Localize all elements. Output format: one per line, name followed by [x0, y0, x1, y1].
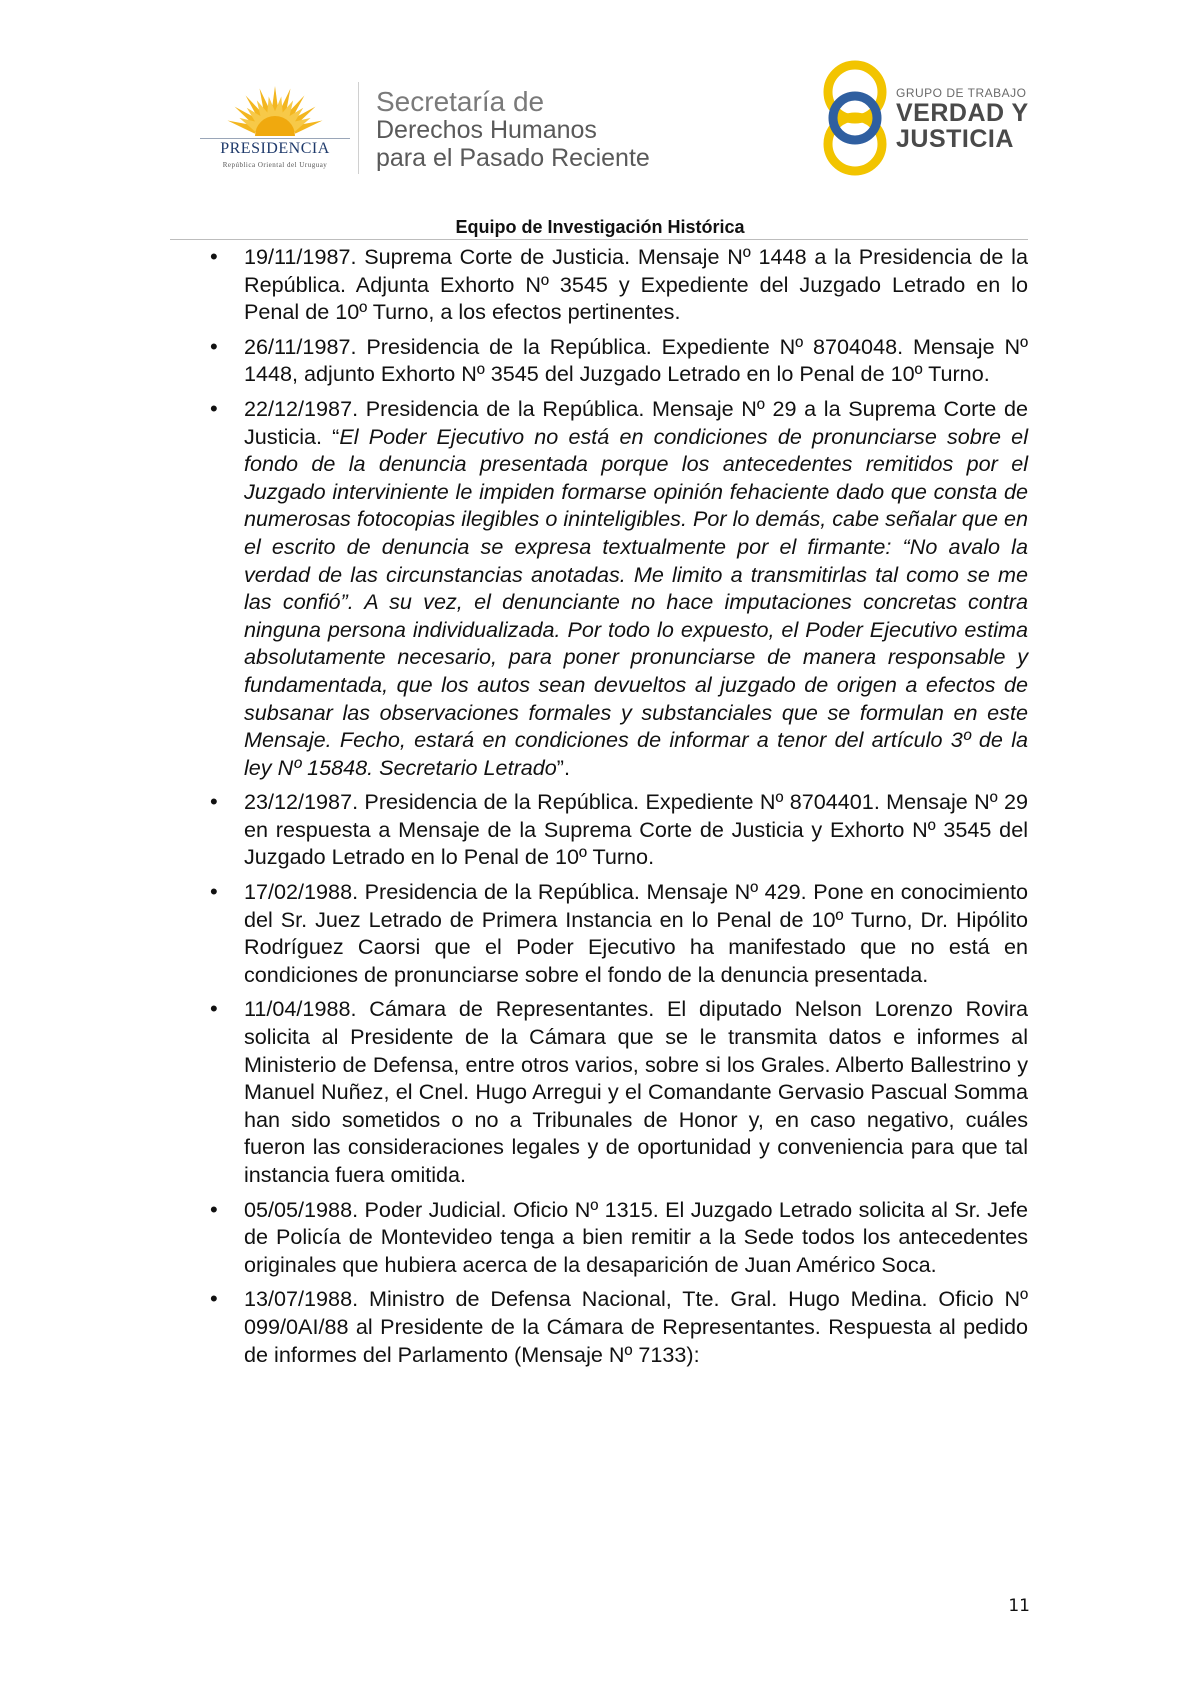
verdad-justicia-rings-logo: [820, 56, 890, 180]
vj-line1: VERDAD Y: [896, 99, 1029, 127]
presidencia-subtitle: República Oriental del Uruguay: [222, 161, 328, 169]
entry-text: 13/07/1988. Ministro de Defensa Nacional, Tte. Gral. Hugo Medina. Oficio Nº 099/0AI/88 al Presidente de la Cámara de Representantes. Respuesta al pedido de informes del Parlamento (Mensaje Nº 7133):: [244, 1286, 1028, 1367]
entry-text: 23/12/1987. Presidencia de la República. Expediente Nº 8704401. Mensaje Nº 29 en respuesta a Mensaje de la Suprema Corte de Justicia y Exhorto Nº 3545 del Juzgado Letrado en lo Penal de 10º Turno.: [244, 789, 1028, 870]
bullet: •: [210, 333, 218, 359]
entry-quote-italic: El Poder Ejecutivo no está en condiciones de pronunciarse sobre el fondo de la denuncia presentada porque los antecedentes remitidos por el Juzgado interviniente le impiden formarse opinión fehaciente dado que consta de numerosas fotocopias ilegibles o ininteligibles. Por lo demás, cabe señalar que en el escrito de denuncia se expresa textualmente por el firmante: “No avalo la verdad de las circunstancias anotadas. Me limito a transmitirlas tal como se me las confió”. A su vez, el denunciante no hace imputaciones concretas contra ninguna persona individualizada. Por todo lo expuesto, el Poder Ejecutivo estima absolutamente necesario, para poner pronunciarse de manera responsable y fundamentada, que los autos sean devueltos al juzgado de origen a efectos de subsanar las observaciones formales y substanciales que se formulan en este Mensaje. Fecho, estará en condiciones de informar a tenor del artículo 3º de la ley Nº 15848. Secretario Letrado: [244, 423, 1028, 780]
chronology-list: [210, 243, 1028, 1375]
vj-line2: JUSTICIA: [896, 125, 1014, 153]
verdad-justicia-text: [896, 86, 1029, 152]
bullet: •: [210, 395, 218, 421]
team-title: Equipo de Investigación Histórica: [455, 217, 745, 237]
page-number: 11: [1008, 1596, 1030, 1616]
vj-group-label: GRUPO DE TRABAJO: [896, 86, 1027, 100]
bullet: •: [210, 244, 218, 269]
entry-text: 17/02/1988. Presidencia de la República. Mensaje Nº 429. Pone en conocimiento del Sr. Juez Letrado de Primera Instancia en lo Penal de 10º Turno, Dr. Hipólito Rodríguez Caorsi que el Poder Ejecutivo ha manifestado que no está en condiciones de pronunciarse sobre el fondo de la denuncia presentada.: [244, 879, 1028, 987]
list-item: [210, 333, 1028, 388]
entry-tail-text: ”.: [556, 754, 570, 780]
list-item: [210, 243, 1028, 326]
logo-separator: [358, 82, 359, 174]
entry-text: 11/04/1988. Cámara de Representantes. El diputado Nelson Lorenzo Rovira solicita al Presidente de la Cámara que se le transmita datos e informes al Ministerio de Defensa, entre otros varios, sobre si los Grales. Alberto Ballestrino y Manuel Nuñez, el Cnel. Hugo Arregui y el Comandante Gervasio Pascual Somma han sido sometidos o no a Tribunales de Honor y, en caso negativo, cuáles fueron las consideraciones legales y de oportunidad y conveniencia para que tal instancia fuera omitida.: [244, 996, 1028, 1187]
bullet: •: [210, 1286, 218, 1312]
bullet: •: [210, 789, 218, 815]
secretaria-line3: para el Pasado Reciente: [376, 144, 650, 172]
list-item: [210, 788, 1028, 871]
list-item: [210, 1196, 1028, 1279]
page-header: [0, 0, 1190, 237]
entry-text: 26/11/1987. Presidencia de la República. Expediente Nº 8704048. Mensaje Nº 1448, adjunto Exhorto Nº 3545 del Juzgado Letrado en lo Penal de 10º Turno.: [244, 333, 1028, 387]
secretaria-line2: Derechos Humanos: [376, 116, 597, 144]
bullet: •: [210, 996, 218, 1022]
list-item: [210, 395, 1028, 781]
list-item: [210, 878, 1028, 988]
entry-text: 19/11/1987. Suprema Corte de Justicia. Mensaje Nº 1448 a la Presidencia de la República. Adjunta Exhorto Nº 3545 y Expediente del Juzgado Letrado en lo Penal de 10º Turno, a los efectos pertinentes.: [244, 244, 1028, 325]
list-item: [210, 1285, 1028, 1368]
bullet: •: [210, 1196, 218, 1222]
secretaria-logo-text: [376, 88, 650, 172]
header-rule: [170, 239, 1028, 240]
presidencia-rule: [200, 138, 350, 139]
presidencia-name: PRESIDENCIA: [220, 140, 330, 157]
secretaria-line1: Secretaría de: [376, 86, 545, 117]
list-item: [210, 995, 1028, 1188]
entry-lead-text: 22/12/1987. Presidencia de la República. Mensaje Nº 29 a la Suprema Corte de Justicia. “: [244, 395, 1028, 449]
bullet: •: [210, 879, 218, 905]
entry-text: 05/05/1988. Poder Judicial. Oficio Nº 1315. El Juzgado Letrado solicita al Sr. Jefe de Policía de Montevideo tenga a bien remitir a la Sede todos los antecedentes originales que hubiera acerca de la desaparición de Juan Américo Soca.: [244, 1196, 1028, 1277]
